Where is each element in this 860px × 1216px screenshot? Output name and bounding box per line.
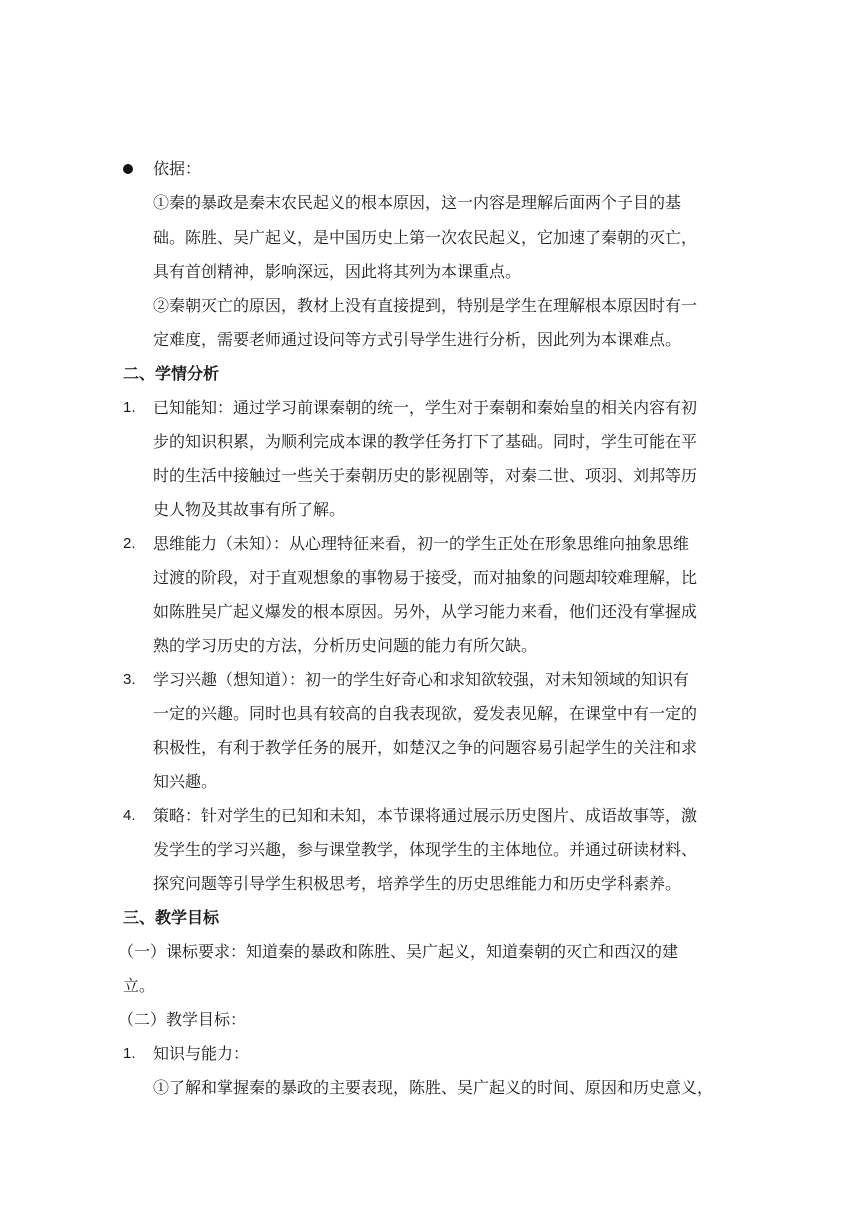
item4-line-1: 策略：针对学生的已知和未知，本节课将通过展示历史图片、成语故事等，激 <box>153 806 698 825</box>
item3-line-1: 学习兴趣（想知道）：初一的学生好奇心和求知欲较强，对未知领域的知识有 <box>153 670 690 689</box>
list-number: 4. <box>123 807 136 824</box>
bullet-dot-icon <box>123 164 133 174</box>
item3-line-4: 知兴趣。 <box>153 772 218 791</box>
knowledge-ability-p1: ①了解和掌握秦的暴政的主要表现，陈胜、吴广起义的时间、原因和历史意义， <box>153 1078 714 1097</box>
section-heading-teaching-goals: 三、教学目标 <box>123 908 220 927</box>
item1-line-3: 时的生活中接触过一些关于秦朝历史的影视剧等，对秦二世、项羽、刘邦等历 <box>153 466 698 485</box>
item1-line-2: 步的知识积累，为顺利完成本课的教学任务打下了基础。同时，学生可能在平 <box>153 432 698 451</box>
item2-line-1: 思维能力（未知）：从心理特征来看，初一的学生正处在形象思维向抽象思维 <box>153 534 690 553</box>
basis-p1-line-2: 础。陈胜、吴广起义，是中国历史上第一次农民起义，它加速了秦朝的灭亡， <box>153 228 698 247</box>
list-number: 2. <box>123 535 136 552</box>
item2-line-4: 熟的学习历史的方法，分析历史问题的能力有所欠缺。 <box>153 636 538 655</box>
basis-p2-line-1: ②秦朝灭亡的原因，教材上没有直接提到，特别是学生在理解根本原因时有一 <box>153 296 698 315</box>
section-heading-student-analysis: 二、学情分析 <box>123 364 220 383</box>
item4-line-3: 探究问题等引导学生积极思考，培养学生的历史思维能力和历史学科素养。 <box>153 874 682 893</box>
knowledge-ability-label: 知识与能力： <box>153 1044 250 1063</box>
item1-line-4: 史人物及其故事有所了解。 <box>153 500 346 519</box>
list-number: 1. <box>123 399 136 416</box>
list-number: 1. <box>123 1045 136 1062</box>
item2-line-3: 如陈胜吴广起义爆发的根本原因。另外，从学习能力来看，他们还没有掌握成 <box>153 602 698 621</box>
item3-line-2: 一定的兴趣。同时也具有较高的自我表现欲，爱发表见解，在课堂中有一定的 <box>153 704 698 723</box>
item4-line-2: 发学生的学习兴趣，参与课堂教学，体现学生的主体地位。并通过研读材料、 <box>153 840 698 859</box>
list-number: 3. <box>123 671 136 688</box>
basis-label: 依据： <box>153 159 202 178</box>
curriculum-requirement-line-1: （一）课标要求：知道秦的暴政和陈胜、吴广起义，知道秦朝的灭亡和西汉的建 <box>118 942 679 961</box>
teaching-goals-subheading: （二）教学目标： <box>118 1010 247 1029</box>
basis-p2-line-2: 定难度，需要老师通过设问等方式引导学生进行分析，因此列为本课难点。 <box>153 330 682 349</box>
basis-p1-line-3: 具有首创精神，影响深远，因此将其列为本课重点。 <box>153 262 522 281</box>
item3-line-3: 积极性，有利于教学任务的展开，如楚汉之争的问题容易引起学生的关注和求 <box>153 738 698 757</box>
item2-line-2: 过渡的阶段，对于直观想象的事物易于接受，而对抽象的问题却较难理解，比 <box>153 568 698 587</box>
basis-p1-line-1: ①秦的暴政是秦末农民起义的根本原因，这一内容是理解后面两个子目的基 <box>153 193 682 212</box>
item1-line-1: 已知能知：通过学习前课秦朝的统一，学生对于秦朝和秦始皇的相关内容有初 <box>153 398 698 417</box>
curriculum-requirement-line-2: 立。 <box>123 976 156 995</box>
